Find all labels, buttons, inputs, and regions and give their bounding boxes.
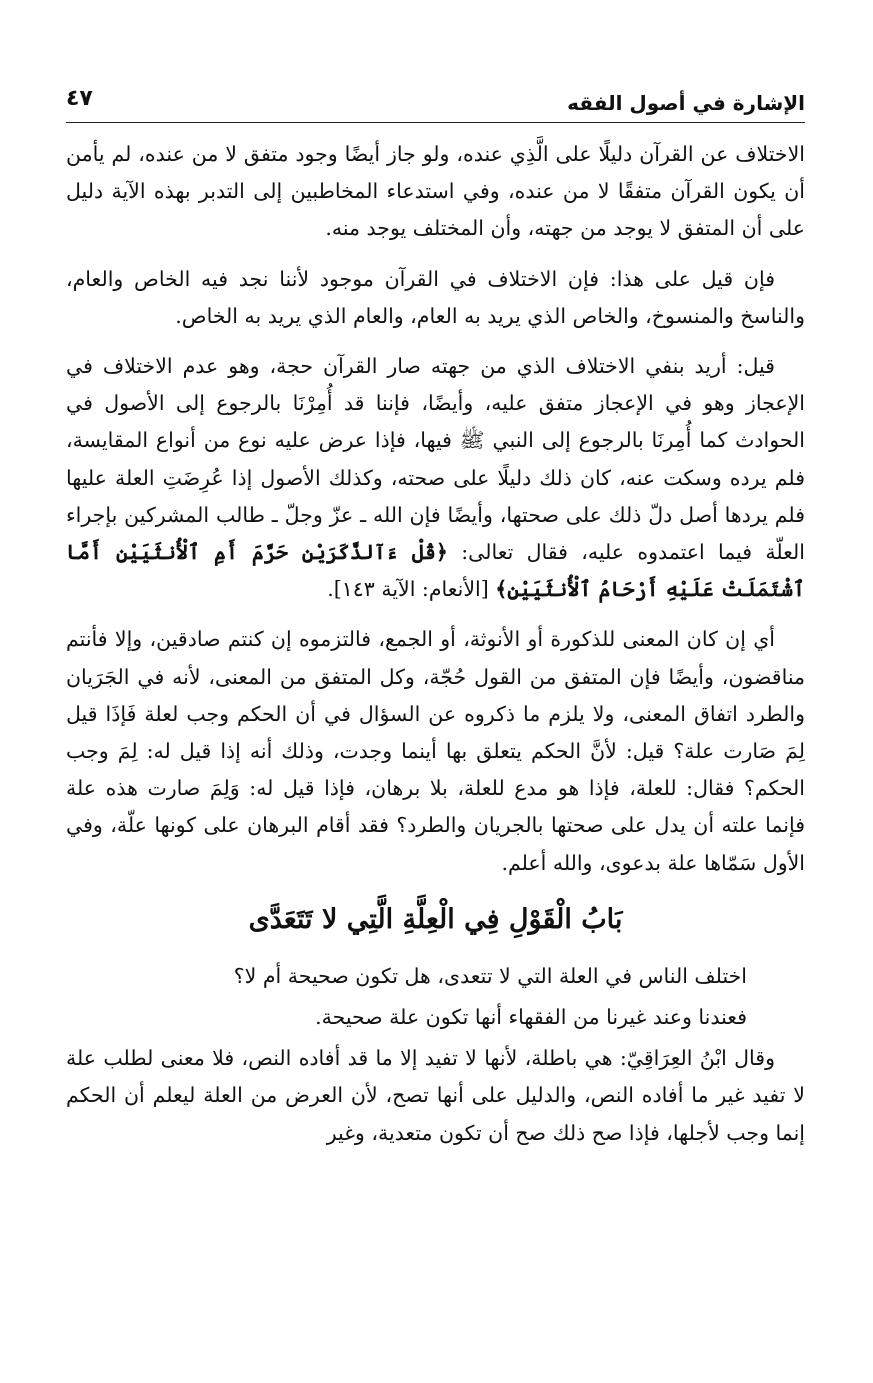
section-paragraph-2: فعندنا وعند غيرنا من الفقهاء أنها تكون علة صحيحة. xyxy=(315,1005,747,1030)
paragraph-4: أي إن كان المعنى للذكورة أو الأنوثة، أو الجمع، فالتزموه إن كنتم صادقين، وإلا فأنتم مناقضون، وأيضًا فإن المتفق من القول حُجّة، وكل المتفق من المعنى، لأنه في الجَرَيان والطرد اتفاق المعنى، ولا يلزم ما ذكروه عن السؤال في أن الحكم وجب لعلة فَإذَا قيل لِمَ صَارت علة؟ قيل: لأنَّ الحكم يتعلق بها أينما وجدت، وذلك أنه إذا قيل له: لِمَ وجب الحكم؟ فقال: للعلة، فإذا هو مدع للعلة، بلا برهان، فإذا قيل له: وَلِمَ صارت هذه علة فإنما علته أن يدل على صحتها بالجريان والطرد؟ فقد أقام البرهان على كونها علّة، وفي الأول سَمّاها علة بدعوى، والله أعلم. xyxy=(66,627,805,875)
section-paragraph-3: وقال ابْنُ العِرَاقِيّ: هي باطلة، لأنها لا تفيد إلا ما قد أفاده النص، فلا معنى لطلب علة لا تفيد غير ما أفاده النص، والدليل على أنها تصح، لأن العرض من العلة ليعلم أن الحكم إنما وجب لأجلها، فإذا صح ذلك صح أن تكون متعدية، وغير xyxy=(66,1046,805,1145)
running-title: الإشارة في أصول الفقه xyxy=(567,91,805,115)
quran-reference: [الأنعام: الآية ١٤٣]. xyxy=(327,577,489,602)
running-header xyxy=(66,80,805,123)
paragraph-3-text: قيل: أريد بنفي الاختلاف الذي من جهته صار القرآن حجة، وهو عدم الاختلاف في الإعجاز وهو في الإعجاز متفق عليه، وأيضًا، فإننا قد أُمِرْنَا بالرجوع إلى الأصول في الحوادث كما أُمِرنَا بالرجوع إلى النبي ﷺ فيها، فإذا عرض عليه نوع من أنواع المقايسة، فلم يرده وسكت عنه، كان ذلك دليلًا على صحته، وكذلك الأصول إذا عُرِضَتِ العلة عليها فلم يردها أصل دلّ ذلك على صحتها، وأيضًا فإن الله ـ عزّ وجلّ ـ طالب المشركين بإجراء العلّة فيما اعتمدوه عليه، فقال تعالى: xyxy=(66,354,805,565)
section-paragraph-1: اختلف الناس في العلة التي لا تتعدى، هل تكون صحيحة أم لا؟ xyxy=(233,963,747,988)
page-number: ٤٧ xyxy=(66,86,93,111)
paragraph-3 xyxy=(66,348,805,608)
quran-quote: ﴿قُلْ ءَآلذَّكَرَيْنِ حَرَّمَ أَمِ ٱلْأُنثَيَيْنِ أَمَّا ٱشْتَمَلَتْ عَلَيْهِ أَرْحَامُ ٱلْأُنثَيَيْنِ﴾ xyxy=(66,540,805,602)
paragraph-2: فإن قيل على هذا: فإن الاختلاف في القرآن موجود لأننا نجد فيه الخاص والعام، والناسخ والمنسوخ، والخاص الذي يريد به العام، والعام الذي يريد به الخاص. xyxy=(66,266,805,328)
body-text xyxy=(66,136,805,1165)
section-heading: بَابُ الْقَوْلِ فِي الْعِلَّةِ الَّتِي لا تَتَعَدَّى xyxy=(248,903,623,935)
paragraph-1: الاختلاف عن القرآن دليلًا على الَّذِي عنده، ولو جاز أيضًا وجود متفق لا من عنده، لم يأمن أن يكون القرآن متفقًا لا من عنده، وفي استدعاء المخاطبين إلى التدبر بهذه الآية دليل على أن المتفق لا يوجد من جهته، وأن المختلف يوجد منه. xyxy=(66,142,805,241)
